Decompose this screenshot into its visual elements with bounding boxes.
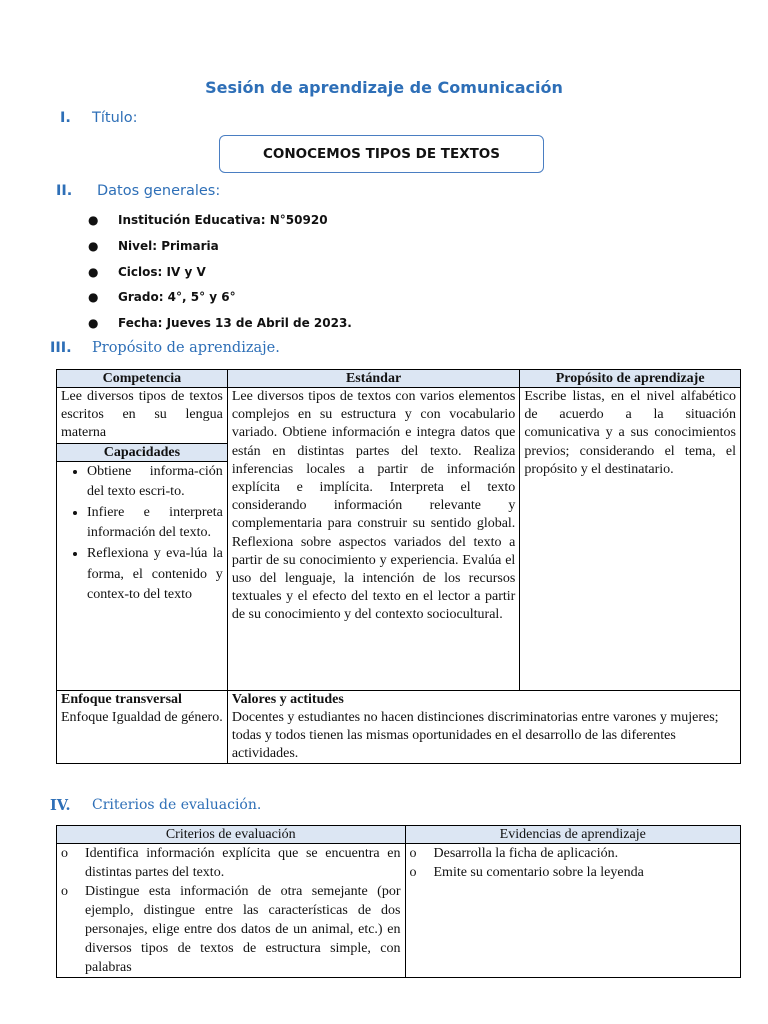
learning-purpose-table [56, 369, 741, 764]
list-item: ● Ciclos: IV y V [88, 262, 352, 288]
estandar-cell: Lee diversos tipos de textos con varios elementos complejos en su estructura y con vocabulario variado. Obtiene información e integra datos que están en distintas partes del texto. Realiza inferencias locales a partir de información explícita e implícita. Interpreta el texto considerando información relevante y complementaria para construir su sentido global. Reflexiona sobre aspectos variados del texto a partir de su conocimiento y experiencia. Evalúa el uso del lenguaje, la intención de los recursos textuales y el efecto del texto en el lector a partir de su conocimiento y del contexto sociocultural. [227, 388, 520, 691]
list-item: o Identifica información explícita que se encuentra en distintas partes del texto. [61, 846, 401, 880]
header-criterios: Criterios de evaluación [57, 826, 406, 844]
section-4-number: IV. [50, 797, 71, 814]
list-item: • Obtiene informa-ción del texto escri-to. [87, 462, 223, 503]
section-1-heading [60, 110, 260, 130]
section-2-number: II. [56, 183, 73, 199]
circle-bullet-icon: o [409, 846, 417, 861]
bullet-icon: ● [88, 264, 99, 279]
list-item: o Desarrolla la ficha de aplicación. [409, 846, 619, 861]
section-1-title: Título: [92, 110, 138, 126]
list-item: ● Nivel: Primaria [88, 236, 352, 262]
list-item: o Emite su comentario sobre la leyenda [409, 865, 644, 880]
list-item: ● Institución Educativa: N°50920 [88, 210, 352, 236]
evaluation-criteria-table [56, 825, 741, 978]
header-capacidades: Capacidades [57, 443, 228, 461]
valores-header: Valores y actitudes [231, 691, 344, 707]
proposito-cell: Escribe listas, en el nivel alfabético de acuerdo a la situación comunicativa y a sus conocimientos previos; considerando el tema, el propósito y el destinatario. [520, 388, 741, 691]
capacidades-cell [57, 461, 228, 690]
valores-cell [227, 690, 740, 764]
header-competencia: Competencia [57, 370, 228, 388]
header-estandar: Estándar [227, 370, 520, 388]
enfoque-cell [57, 690, 228, 764]
section-4-title: Criterios de evaluación. [92, 797, 262, 813]
list-item: o Distingue esta información de otra semejante (por ejemplo, distingue entre las características de dos personajes, elige entre dos datos de un animal, etc.) en diversos tipos de textos de estructura simple, con palabras [61, 884, 401, 975]
competencia-cell: Lee diversos tipos de textos escritos en su lengua materna [57, 388, 228, 444]
bullet-icon: ● [88, 290, 99, 305]
criterios-cell [57, 844, 406, 978]
section-3-title: Propósito de aprendizaje. [92, 340, 280, 356]
section-1-number: I. [60, 110, 71, 126]
bullet-icon: ● [88, 213, 99, 227]
section-4-heading [50, 797, 350, 817]
valores-text: Docentes y estudiantes no hacen distinciones discriminatorias entre varones y mujeres; todas y todos tienen las mismas oportunidades en el desarrollo de las diferentes actividades. [231, 709, 719, 762]
circle-bullet-icon: o [61, 846, 68, 861]
title-box [219, 135, 544, 173]
evidencias-cell [405, 844, 741, 978]
header-proposito: Propósito de aprendizaje [520, 370, 741, 388]
enfoque-text: Enfoque Igualdad de género. [61, 709, 223, 725]
bullet-icon: ● [88, 316, 99, 331]
bullet-icon: ● [88, 238, 99, 253]
header-evidencias: Evidencias de aprendizaje [405, 826, 741, 844]
document-title: Sesión de aprendizaje de Comunicación [205, 78, 563, 97]
list-item: ● Grado: 4°, 5° y 6° [88, 287, 352, 313]
session-title: CONOCEMOS TIPOS DE TEXTOS [262, 146, 501, 162]
list-item: • Infiere e interpreta información del texto. [87, 503, 223, 544]
general-data-list [88, 210, 352, 339]
list-item: ● Fecha: Jueves 13 de Abril de 2023. [88, 313, 352, 339]
section-2-heading [56, 183, 316, 203]
section-2-title: Datos generales: [97, 183, 221, 199]
criterios-list [61, 844, 401, 977]
section-3-number: III. [50, 340, 72, 356]
enfoque-header: Enfoque transversal [61, 691, 182, 707]
section-3-heading [50, 340, 350, 360]
list-item: • Reflexiona y eva-lúa la forma, el contenido y contex-to del texto [87, 544, 223, 606]
circle-bullet-icon: o [409, 865, 417, 880]
capacidades-list [61, 462, 223, 606]
evidencias-list [410, 844, 737, 882]
circle-bullet-icon: o [61, 884, 68, 899]
